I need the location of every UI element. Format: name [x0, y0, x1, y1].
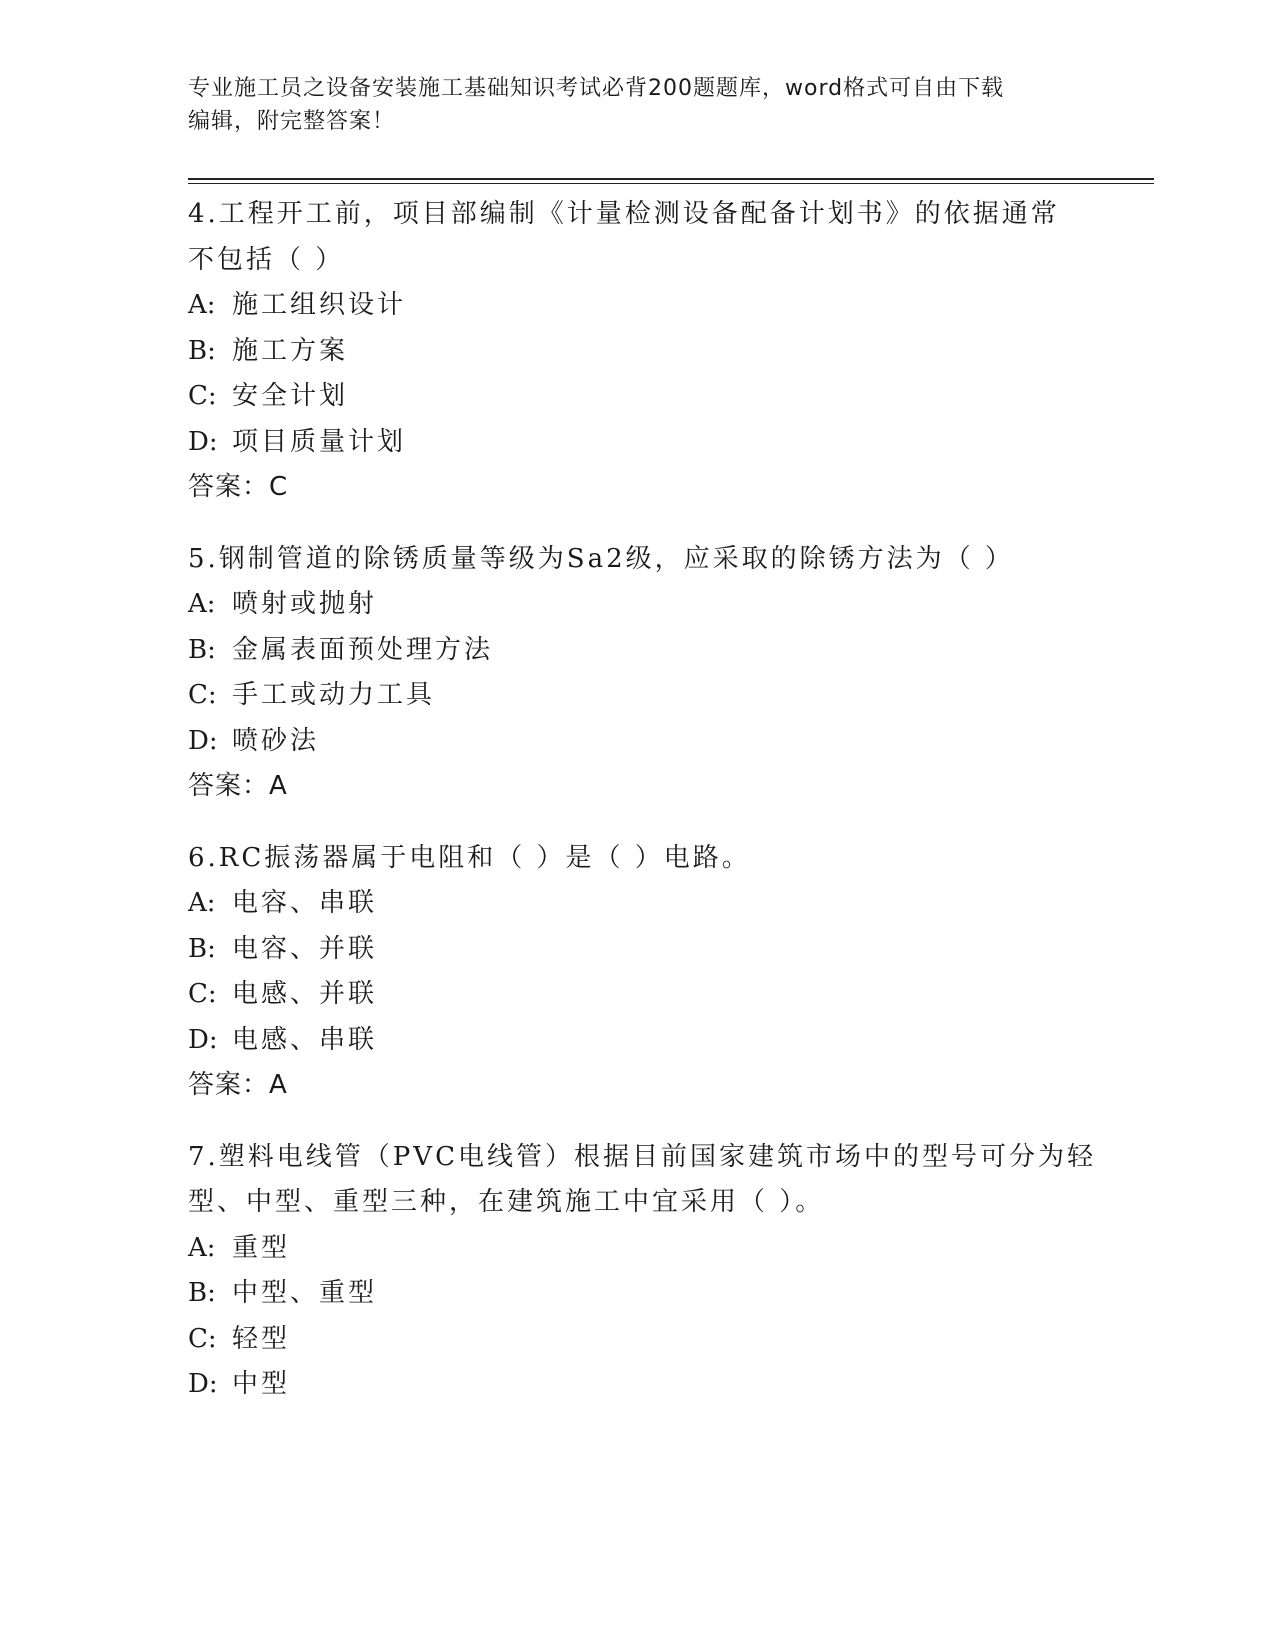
answer: 答案：A	[188, 771, 288, 801]
question-4	[188, 192, 1088, 511]
option-text: 重型	[232, 1232, 291, 1263]
question-list	[188, 192, 1096, 1434]
option-c	[188, 374, 1088, 420]
option-label: A:	[188, 290, 216, 320]
option-text: 中型	[232, 1369, 291, 1399]
option-label: B:	[188, 933, 216, 964]
header-divider-thin	[188, 183, 1154, 184]
option-label: B:	[188, 1278, 216, 1308]
question-text: 不包括（ ）	[188, 244, 345, 275]
option-text: 项目质量计划	[232, 426, 407, 457]
option-c	[188, 673, 1088, 719]
option-b	[188, 628, 1088, 674]
header-line-2: 编辑，附完整答案！	[188, 109, 396, 134]
option-text: 喷射或抛射	[232, 589, 378, 619]
option-a	[188, 1226, 1088, 1272]
option-text: 手工或动力工具	[232, 680, 436, 710]
option-text: 施工方案	[232, 335, 349, 366]
option-d	[188, 420, 1088, 466]
option-c	[188, 1317, 1088, 1363]
option-label: A:	[188, 888, 216, 918]
option-text: 轻型	[232, 1323, 291, 1354]
option-c	[188, 972, 1088, 1018]
option-label: A:	[188, 1232, 216, 1263]
option-text: 金属表面预处理方法	[232, 634, 494, 665]
option-text: 电容、串联	[232, 888, 378, 918]
option-label: D:	[188, 725, 218, 756]
option-label: C:	[188, 1323, 217, 1354]
option-d	[188, 719, 1088, 765]
question-text: 7.塑料电线管（PVC电线管）根据目前国家建筑市场中的型号可分为轻	[188, 1141, 1096, 1172]
header-divider-thick	[188, 178, 1154, 180]
option-text: 电感、串联	[232, 1024, 378, 1055]
option-d	[188, 1018, 1088, 1064]
option-d	[188, 1362, 1088, 1408]
question-7	[188, 1135, 1096, 1408]
option-a	[188, 582, 1088, 628]
option-text: 施工组织设计	[232, 290, 407, 320]
header-line-1: 专业施工员之设备安装施工基础知识考试必背200题题库，word格式可自由下载	[188, 76, 1005, 101]
option-label: B:	[188, 634, 216, 665]
question-6	[188, 836, 1088, 1109]
option-label: B:	[188, 335, 216, 366]
question-text: 6.RC振荡器属于电阻和（ ）是（ ）电路。	[188, 842, 751, 873]
option-a	[188, 881, 1088, 927]
question-text: 5.钢制管道的除锈质量等级为Sa2级，应采取的除锈方法为（ ）	[188, 543, 1014, 574]
option-text: 安全计划	[232, 381, 349, 411]
answer: 答案：C	[188, 472, 289, 502]
document-header	[188, 72, 1068, 138]
option-label: A:	[188, 589, 216, 619]
option-text: 喷砂法	[232, 725, 320, 756]
answer: 答案：A	[188, 1070, 288, 1100]
option-label: C:	[188, 381, 217, 411]
option-label: D:	[188, 1369, 218, 1399]
question-text: 型、中型、重型三种，在建筑施工中宜采用（ ）。	[188, 1187, 825, 1217]
question-5	[188, 537, 1088, 810]
option-text: 中型、重型	[232, 1278, 378, 1308]
option-label: D:	[188, 1024, 218, 1055]
option-label: C:	[188, 680, 217, 710]
option-a	[188, 283, 1088, 329]
option-label: C:	[188, 979, 217, 1009]
option-label: D:	[188, 426, 218, 457]
option-b	[188, 927, 1088, 973]
option-b	[188, 1271, 1088, 1317]
option-b	[188, 329, 1088, 375]
option-text: 电感、并联	[232, 979, 378, 1009]
option-text: 电容、并联	[232, 933, 378, 964]
question-text: 4.工程开工前，项目部编制《计量检测设备配备计划书》的依据通常	[188, 199, 1060, 229]
